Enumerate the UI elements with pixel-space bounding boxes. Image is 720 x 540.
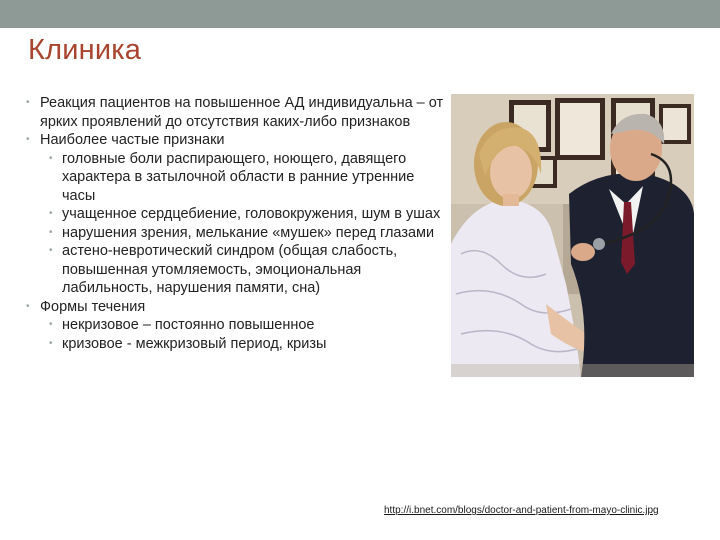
bullet-list	[24, 94, 444, 353]
bullet-icon: •	[26, 134, 30, 145]
bullet-icon: •	[26, 97, 30, 108]
slide-title: Клиника	[28, 34, 142, 66]
bullet-icon: •	[49, 245, 53, 256]
list-item: • головные боли распирающего, ноющего, давящего характера в затылочной области в ранние утренние часы	[49, 150, 415, 204]
bullet-icon: •	[49, 226, 53, 238]
source-link[interactable]: http://i.bnet.com/blogs/doctor-and-patient-from-mayo-clinic.jpg	[384, 505, 659, 516]
list-item: • Формы течения	[26, 298, 146, 315]
top-bar	[0, 0, 720, 28]
list-item: • некризовое – постоянно повышенное	[49, 317, 315, 333]
list-item: • астено-невротический синдром (общая слабость, повышенная утомляемость, эмоциональная лабильность, нарушения памяти, сна)	[49, 243, 398, 296]
bullet-icon: •	[49, 152, 53, 164]
bullet-icon: •	[49, 208, 53, 219]
bullet-icon: •	[49, 337, 53, 349]
list-item: • нарушения зрения, мелькание «мушек» перед глазами	[49, 224, 435, 241]
doctor-patient-photo	[451, 94, 694, 377]
list-item: • кризовое - межкризовый период, кризы	[49, 335, 327, 352]
list-item: • Наиболее частые признаки	[26, 132, 225, 148]
list-item: • учащенное сердцебиение, головокружения, шум в ушах	[49, 206, 441, 222]
list-item: • Реакция пациентов на повышенное АД индивидуальна – от ярких проявлений до отсутствия каких-либо признаков	[26, 95, 444, 130]
bullet-icon: •	[26, 300, 30, 312]
bullet-icon: •	[49, 319, 53, 330]
